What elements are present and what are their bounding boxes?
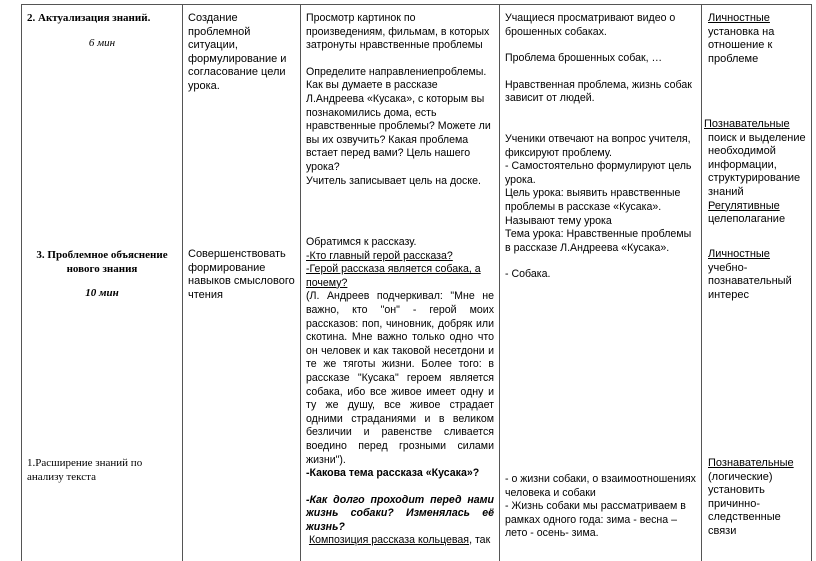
stage3-time: 10 мин — [85, 287, 119, 300]
student-text-6: Цель урока: выявить нравственные проблемы в рассказе «Кусака». — [505, 187, 681, 213]
table-border-top — [21, 4, 812, 5]
question-why-dog: -Герой рассказа является собака, а почему? — [306, 263, 481, 289]
skills-block-3 — [708, 248, 810, 302]
stage3-sub-block — [27, 457, 177, 484]
cognitive-skills-text-2: (логические) установить причинно-следственные связи — [708, 470, 781, 537]
cognitive-skills-heading: Познавательные — [704, 118, 790, 130]
student-activity-block-2 — [505, 473, 697, 541]
student-text-5: - Самостоятельно формулируют цель урока. — [505, 160, 692, 186]
column-divider-1 — [182, 4, 183, 561]
column-divider-3 — [499, 4, 500, 561]
table-border-left — [21, 4, 22, 561]
student-text-3: Нравственная проблема, жизнь собак зависит от людей. — [505, 78, 692, 105]
stage-column — [27, 12, 177, 50]
regulatory-skills-text: целеполагание — [708, 213, 786, 226]
cognitive-skills-text: поиск и выделение необходимой информации, структурирование знаний — [708, 131, 806, 198]
student-text-10: - о жизни собаки, о взаимоотношениях человека и собаки — [505, 473, 696, 499]
stage3-subtitle: 1.Расширение знаний по анализу текста — [27, 457, 143, 483]
teacher-activity-block-1 — [306, 12, 494, 188]
question-theme: -Какова тема рассказа «Кусака»? — [306, 467, 480, 480]
stage3-title: 3. Проблемное объяснение нового знания — [36, 249, 168, 275]
goal-text-1: Создание проблемной ситуации, формулирование и согласование цели урока. — [188, 12, 287, 92]
teacher-text-2: Определите направлениепроблемы. Как вы думаете в рассказе Л.Андреева «Кусака», с которым вы познакомились дома, есть нравственные проблемы? Можете ли вы их озвучить? Какая проблема встает перед вами? Цель нашего урока? — [306, 65, 491, 173]
stage2-time: 6 мин — [88, 36, 116, 49]
skills-block-2 — [704, 118, 810, 227]
stage3-block — [27, 249, 177, 301]
student-text-4: Ученики отвечают на вопрос учителя, фиксируют проблему. — [505, 132, 691, 159]
skills-block-1 — [708, 12, 810, 66]
goal-block-2 — [188, 248, 296, 302]
personal-skills-heading-2: Личностные — [708, 248, 770, 260]
composition-tail: , так — [469, 534, 491, 547]
student-text-9: - Собака. — [505, 268, 551, 281]
student-text-8: Тема урока: Нравственные проблемы в рассказе Л.Андреева «Кусака». — [505, 228, 692, 254]
student-text-11: - Жизнь собаки мы рассматриваем в рамках одного года: зима - весна – лето - осень- зима. — [505, 500, 686, 540]
teacher-text-3: Учитель записывает цель на доске. — [306, 174, 481, 187]
stage2-title: 2. Актуализация знаний. — [27, 12, 151, 24]
composition-line — [306, 534, 494, 548]
student-text-7: Называют тему урока — [505, 214, 612, 227]
teacher-activity-block-2 — [306, 236, 494, 548]
goal-block-1 — [188, 12, 296, 94]
composition-label: Композиция рассказа кольцевая — [308, 534, 470, 547]
student-text-1: Учащиеся просматривают видео о брошенных собаках. — [505, 12, 676, 38]
question-life-span: -Как долго проходит перед нами жизнь собаки? Изменялась её жизнь? — [306, 493, 494, 533]
andreev-quote: (Л. Андреев подчеркивал: "Мне не важно, кто "он" - герой моих рассказов: поп, чиновник, добряк или скотина. Мне важно только одно что он человек и как таковой несетдони и те же тяготы жизни. Более того: в рассказе "Кусака" героем является собака, ибо все живое имеет одну и ту же душу, все живое страдает одними страданиями и в великом безличии и равенстве сливается воедино перед грозными силами жизни"). — [306, 290, 494, 466]
column-divider-2 — [300, 4, 301, 561]
personal-skills-text: установка на отношение к проблеме — [708, 25, 775, 65]
table-border-right — [811, 4, 812, 561]
skills-block-4 — [708, 457, 810, 539]
teacher-text-1: Просмотр картинок по произведениям, фильмам, в которых затронуты нравственные проблемы — [306, 12, 490, 52]
personal-skills-text-2: учебно-познавательный интерес — [708, 261, 792, 301]
teacher-text-4: Обратимся к рассказу. — [306, 236, 417, 248]
personal-skills-heading: Личностные — [708, 12, 770, 24]
regulatory-skills-heading: Регулятивные — [708, 199, 780, 212]
cognitive-skills-heading-2: Познавательные — [708, 457, 794, 469]
student-activity-block-1 — [505, 12, 697, 282]
question-main-hero: -Кто главный герой рассказа? — [306, 249, 453, 262]
column-divider-4 — [701, 4, 702, 561]
goal-text-2: Совершенствовать формирование навыков смыслового чтения — [188, 248, 295, 301]
student-text-2: Проблема брошенных собак, … — [505, 52, 663, 65]
